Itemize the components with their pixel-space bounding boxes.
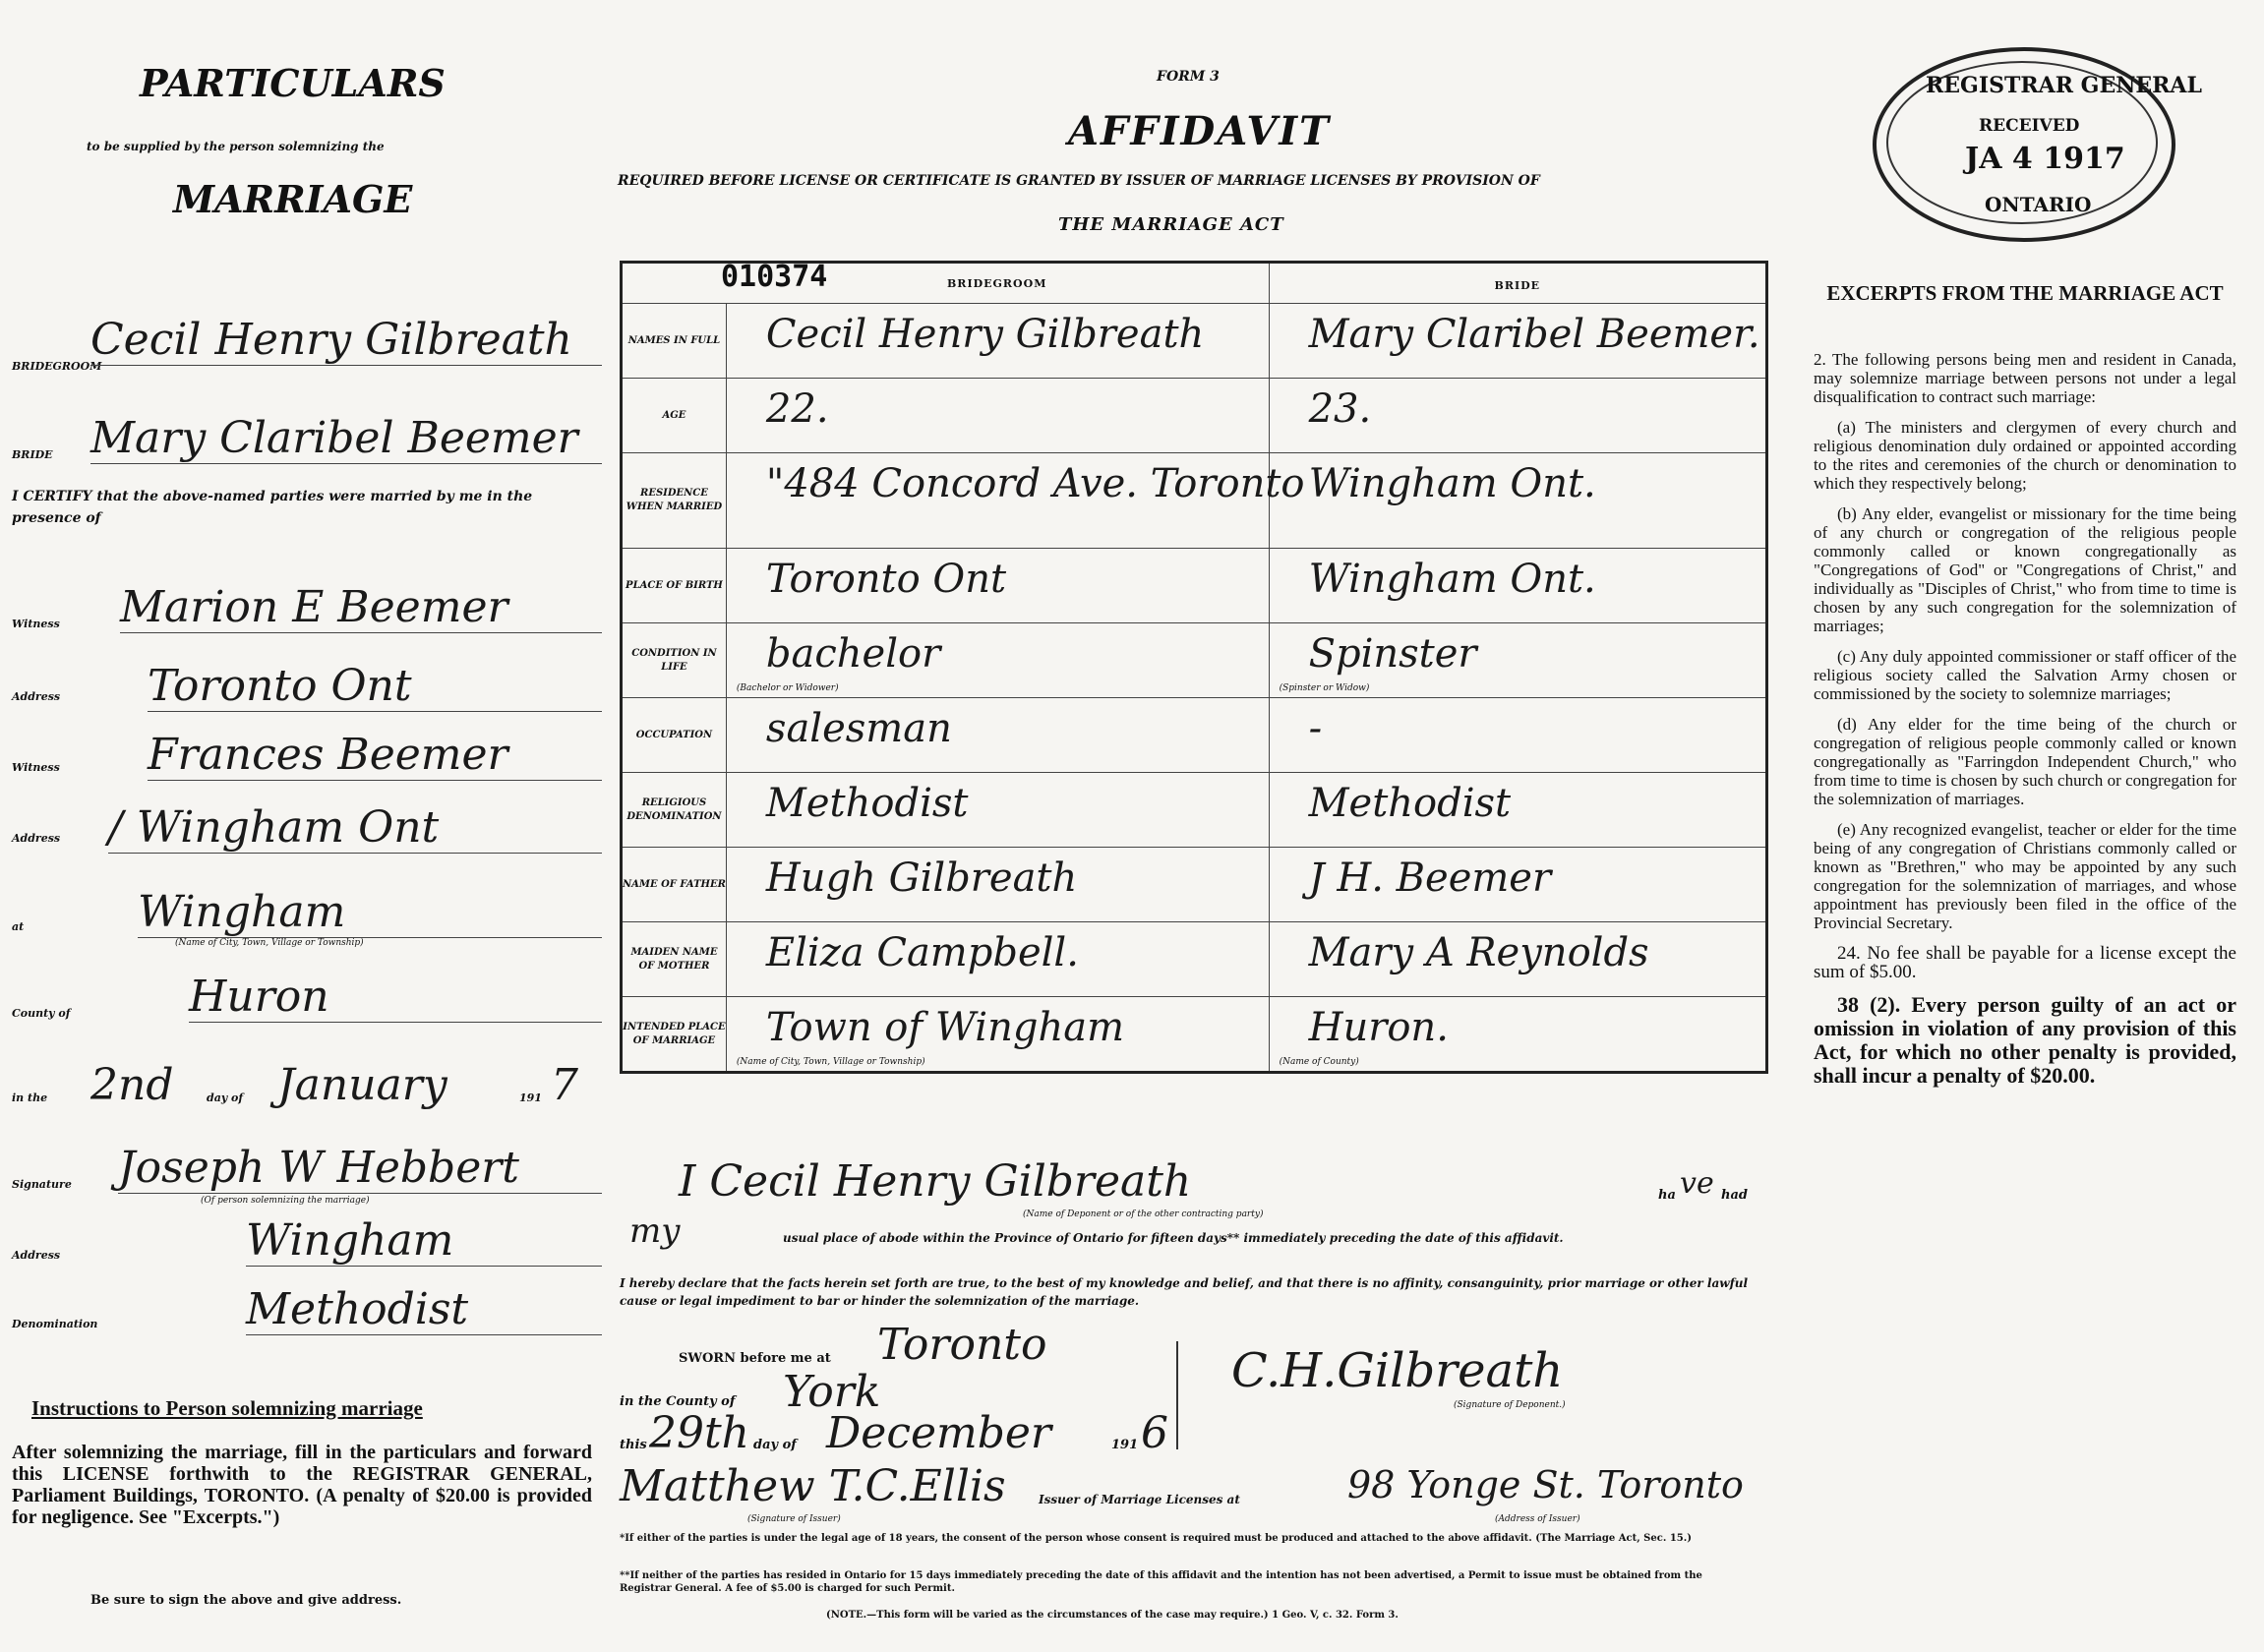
groom-cell — [726, 453, 1305, 549]
bride-hint: (Spinster or Widow) — [1279, 683, 1370, 693]
signature-hint: (Of person solemnizing the marriage) — [201, 1196, 370, 1206]
table-row — [622, 773, 1767, 848]
groom-cell — [726, 773, 1269, 848]
sworn-label: SWORN before me at — [679, 1351, 831, 1366]
row-label: PLACE OF BIRTH — [622, 549, 727, 623]
excerpt-clause-e: (e) Any recognized evangelist, teacher or elder for the time being of any congregation of Christians commonly called or known as "Brethren," who may be appointed by any such congregation for the solemnization of marriages, and whose appointment has previously been filed in the office of the Provincial Secretary. — [1814, 820, 2236, 932]
witness1-label: Witness — [12, 618, 60, 630]
sign-reminder: Be sure to sign the above and give address. — [90, 1593, 402, 1608]
excerpt-section-24: 24. No fee shall be payable for a license except the sum of $5.00. — [1814, 943, 2236, 982]
bride-value: Mary Claribel Beemer. — [1308, 312, 1760, 357]
row-label: INTENDED PLACE OF MARRIAGE — [622, 997, 727, 1073]
bride-value: J H. Beemer — [1308, 856, 1552, 901]
table-row — [622, 997, 1767, 1073]
bride-cell — [1269, 848, 1766, 922]
footnote-2: **If neither of the parties has resided in Ontario for 15 days immediately preceding the date of this affidavit and the intention has not been advertised, a Permit to issue must be obtained from the Registrar General. A fee of $5.00 is charged for such Permit. — [620, 1570, 1702, 1594]
affidavit-subtitle: REQUIRED BEFORE LICENSE OR CERTIFICATE IS GRANTED BY ISSUER OF MARRIAGE LICENSES BY PROVISION OF — [618, 173, 1540, 189]
witness2-value: Frances Beemer — [148, 730, 602, 781]
has-label: ha — [1658, 1188, 1676, 1203]
county-label: County of — [12, 1007, 71, 1020]
bride-label: BRIDE — [12, 448, 53, 461]
had-label: had — [1721, 1188, 1748, 1203]
bride-value: Wingham Ont. — [1308, 557, 1596, 602]
deponent-name: I Cecil Henry Gilbreath — [679, 1156, 1192, 1207]
table-row — [622, 698, 1767, 773]
denomination-label: Denomination — [12, 1318, 98, 1330]
marriage-act-heading: THE MARRIAGE ACT — [1058, 214, 1284, 235]
bride-value: Huron. — [1308, 1005, 1449, 1050]
sworn-month: December — [826, 1408, 1051, 1458]
deponent-hint: (Name of Deponent or of the other contracting party) — [1023, 1210, 1264, 1219]
bride-header-cell — [1269, 263, 1766, 304]
day-value: 2nd — [90, 1060, 174, 1110]
denomination-value: Methodist — [246, 1284, 602, 1335]
bride-column-header: BRIDE — [1494, 278, 1541, 292]
bride-cell — [1269, 304, 1766, 379]
bride-cell — [1269, 922, 1766, 997]
bride-value: Wingham Ont. — [1308, 461, 1596, 506]
groom-cell — [726, 698, 1269, 773]
sworn-bracket — [1176, 1341, 1181, 1449]
month-value: January — [277, 1060, 447, 1110]
groom-cell — [726, 549, 1269, 623]
stamp-ontario: ONTARIO — [1985, 193, 2092, 216]
bride-cell — [1269, 997, 1766, 1073]
this-label: this — [620, 1438, 647, 1452]
sworn-place: Toronto — [877, 1320, 1047, 1370]
row-label: OCCUPATION — [622, 698, 727, 773]
issuer-place: 98 Yonge St. Toronto — [1347, 1463, 1744, 1506]
county-of-label: in the County of — [620, 1394, 736, 1409]
stamp-line1: REGISTRAR GENERAL — [1926, 73, 2202, 98]
table-row — [622, 848, 1767, 922]
bride-cell — [1269, 623, 1766, 698]
form-number: FORM 3 — [1157, 69, 1220, 85]
excerpt-section-38: 38 (2). Every person guilty of an act or omission in violation of any provision of this Act, for which no other penalty is provided, shall incur a penalty of $20.00. — [1814, 992, 2236, 1088]
affidavit-table — [620, 261, 1768, 1074]
serial-number: 010374 — [721, 260, 828, 294]
groom-header-cell — [622, 260, 1270, 304]
bride-value: Methodist — [1308, 781, 1512, 826]
bride-hint: (Name of County) — [1279, 1057, 1359, 1067]
has-value: ve — [1680, 1166, 1714, 1201]
groom-value: Methodist — [765, 781, 969, 826]
groom-value: Hugh Gilbreath — [765, 856, 1078, 901]
bride-value: Mary A Reynolds — [1308, 930, 1649, 975]
sworn-day-label: day of — [753, 1438, 797, 1452]
excerpt-clause-b: (b) Any elder, evangelist or missionary for the time being of any church or congregation of the religious people commonly called or known congregationally as "Congregations of God" or "Congregations of Christ," and individually as "Disciples of Christ," who from time to time is chosen by any such congregation for the solemnization of marriages; — [1814, 504, 2236, 635]
stamp-date: JA 4 1917 — [1965, 142, 2125, 176]
sworn-year: 6 — [1141, 1408, 1168, 1458]
in-the-label: in the — [12, 1092, 48, 1104]
groom-cell — [726, 379, 1269, 453]
issuer-address-hint: (Address of Issuer) — [1495, 1514, 1580, 1524]
excerpt-clause-d: (d) Any elder for the time being of the church or congregation of religious people commonly called or known congregationally as "Farringdon Independent Church," who from time to time is chosen by such church or congregation for the solemnization of marriages. — [1814, 715, 2236, 808]
instructions-text: After solemnizing the marriage, fill in the particulars and forward this LICENSE forthwith to the REGISTRAR GENERAL, Parliament Buildings, TORONTO. (A penalty of $20.00 is provided for negligence. See "Excerpts.") — [12, 1442, 592, 1528]
row-label: AGE — [622, 379, 727, 453]
row-label: NAMES IN FULL — [622, 304, 727, 379]
witness2-label: Witness — [12, 761, 60, 774]
sworn-day: 29th — [649, 1408, 750, 1458]
deponent-signature-hint: (Signature of Deponent.) — [1454, 1400, 1566, 1410]
county-of-value: York — [783, 1367, 881, 1417]
issuer-signature-hint: (Signature of Issuer) — [747, 1514, 841, 1524]
year-value: 7 — [551, 1060, 578, 1110]
groom-hint: (Name of City, Town, Village or Township) — [736, 1057, 925, 1067]
bride-value: 23. — [1308, 386, 1372, 432]
year-prefix: 191 — [519, 1092, 542, 1104]
bridegroom-label: BRIDEGROOM — [12, 360, 102, 373]
instructions-title: Instructions to Person solemnizing marriage — [31, 1396, 423, 1420]
footnote-1: *If either of the parties is under the legal age of 18 years, the consent of the person whose consent is required must be produced and attached to the above affidavit. (The Marriage Act, Sec. 15.) — [620, 1533, 1692, 1544]
table-row — [622, 304, 1767, 379]
excerpts-body — [1814, 350, 2236, 1099]
groom-value: Town of Wingham — [765, 1005, 1125, 1050]
row-label: NAME OF FATHER — [622, 848, 727, 922]
groom-value: bachelor — [765, 631, 941, 677]
signature-label: Signature — [12, 1178, 72, 1191]
issuer-signature: Matthew T.C.Ellis — [620, 1461, 1006, 1511]
groom-value: 22. — [765, 386, 829, 432]
groom-value: salesman — [765, 706, 952, 751]
at-value: Wingham — [138, 887, 602, 938]
particulars-subtitle: to be supplied by the person solemnizing the — [87, 140, 385, 153]
signature-value: Joseph W Hebbert — [118, 1143, 602, 1194]
particulars-title: PARTICULARS — [140, 61, 446, 105]
groom-value: Cecil Henry Gilbreath — [765, 312, 1205, 357]
address2-value: / Wingham Ont — [108, 802, 602, 854]
excerpt-clause-a: (a) The ministers and clergymen of every church and religious denomination duly ordained or appointed according to the rites and ceremonies of the church or denomination to which they respectively belong; — [1814, 418, 2236, 493]
groom-value: Toronto Ont — [765, 557, 1007, 602]
bride-cell — [1269, 453, 1766, 549]
at-hint: (Name of City, Town, Village or Township) — [175, 938, 364, 948]
bride-value: Spinster — [1308, 631, 1477, 677]
marriage-title: MARRIAGE — [173, 177, 413, 221]
affidavit-title: AFFIDAVIT — [1068, 108, 1331, 154]
excerpt-clause-c: (c) Any duly appointed commissioner or staff officer of the religious society called the Salvation Army chosen or commissioned by the society to solemnize marriages; — [1814, 647, 2236, 703]
abode-text: usual place of abode within the Province of Ontario for fifteen days** immediately preceding the date of this affidavit. — [783, 1231, 1564, 1245]
address3-value: Wingham — [246, 1215, 602, 1267]
bridegroom-value: Cecil Henry Gilbreath — [90, 315, 602, 366]
my-value: my — [629, 1211, 681, 1251]
declare-text: I hereby declare that the facts herein set forth are true, to the best of my knowledge and belief, and that there is no affinity, consanguinity, prior marriage or other lawful cause or legal impediment to bar or hinder the solemnization of the marriage. — [620, 1276, 1749, 1308]
excerpts-title: EXCERPTS FROM THE MARRIAGE ACT — [1826, 281, 2224, 305]
bride-cell — [1269, 698, 1766, 773]
bride-cell — [1269, 549, 1766, 623]
stamp-received: RECEIVED — [1979, 116, 2080, 136]
bridegroom-column-header: BRIDEGROOM — [947, 277, 1047, 290]
bride-value: Mary Claribel Beemer — [90, 413, 602, 464]
table-row — [622, 453, 1767, 549]
groom-cell — [726, 848, 1269, 922]
table-row — [622, 379, 1767, 453]
groom-cell — [726, 623, 1269, 698]
bride-cell — [1269, 773, 1766, 848]
groom-cell — [726, 922, 1269, 997]
groom-hint: (Bachelor or Widower) — [736, 683, 839, 693]
sworn-year-prefix: 191 — [1111, 1438, 1139, 1452]
row-label: RELIGIOUS DENOMINATION — [622, 773, 727, 848]
table-row — [622, 623, 1767, 698]
row-label: CONDITION IN LIFE — [622, 623, 727, 698]
table-row — [622, 549, 1767, 623]
groom-cell — [726, 997, 1269, 1073]
address3-label: Address — [12, 1249, 61, 1262]
county-value: Huron — [189, 972, 602, 1023]
bride-cell — [1269, 379, 1766, 453]
day-of-label: day of — [207, 1092, 244, 1104]
bride-value: - — [1308, 706, 1323, 751]
groom-value: "484 Concord Ave. Toronto — [765, 461, 1305, 506]
deponent-signature: C.H.Gilbreath — [1231, 1343, 1564, 1398]
issuer-label: Issuer of Marriage Licenses at — [1039, 1493, 1240, 1506]
certify-text: I CERTIFY that the above-named parties were married by me in the presence of — [12, 489, 533, 526]
groom-value: Eliza Campbell. — [765, 930, 1079, 975]
address1-value: Toronto Ont — [148, 661, 602, 712]
row-label: MAIDEN NAME OF MOTHER — [622, 922, 727, 997]
row-label: RESIDENCE WHEN MARRIED — [622, 453, 727, 549]
witness1-value: Marion E Beemer — [120, 582, 602, 633]
groom-cell — [726, 304, 1269, 379]
at-label: at — [12, 920, 25, 933]
registrar-stamp — [1873, 47, 2202, 242]
address2-label: Address — [12, 832, 61, 845]
form-note: (NOTE.—This form will be varied as the circumstances of the case may require.) 1 Geo. V, c. 32. Form 3. — [826, 1610, 1399, 1621]
address1-label: Address — [12, 690, 61, 703]
excerpt-section-2: 2. The following persons being men and resident in Canada, may solemnize marriage between persons not under a legal disqualification to contract such marriage: — [1814, 350, 2236, 406]
table-row — [622, 922, 1767, 997]
